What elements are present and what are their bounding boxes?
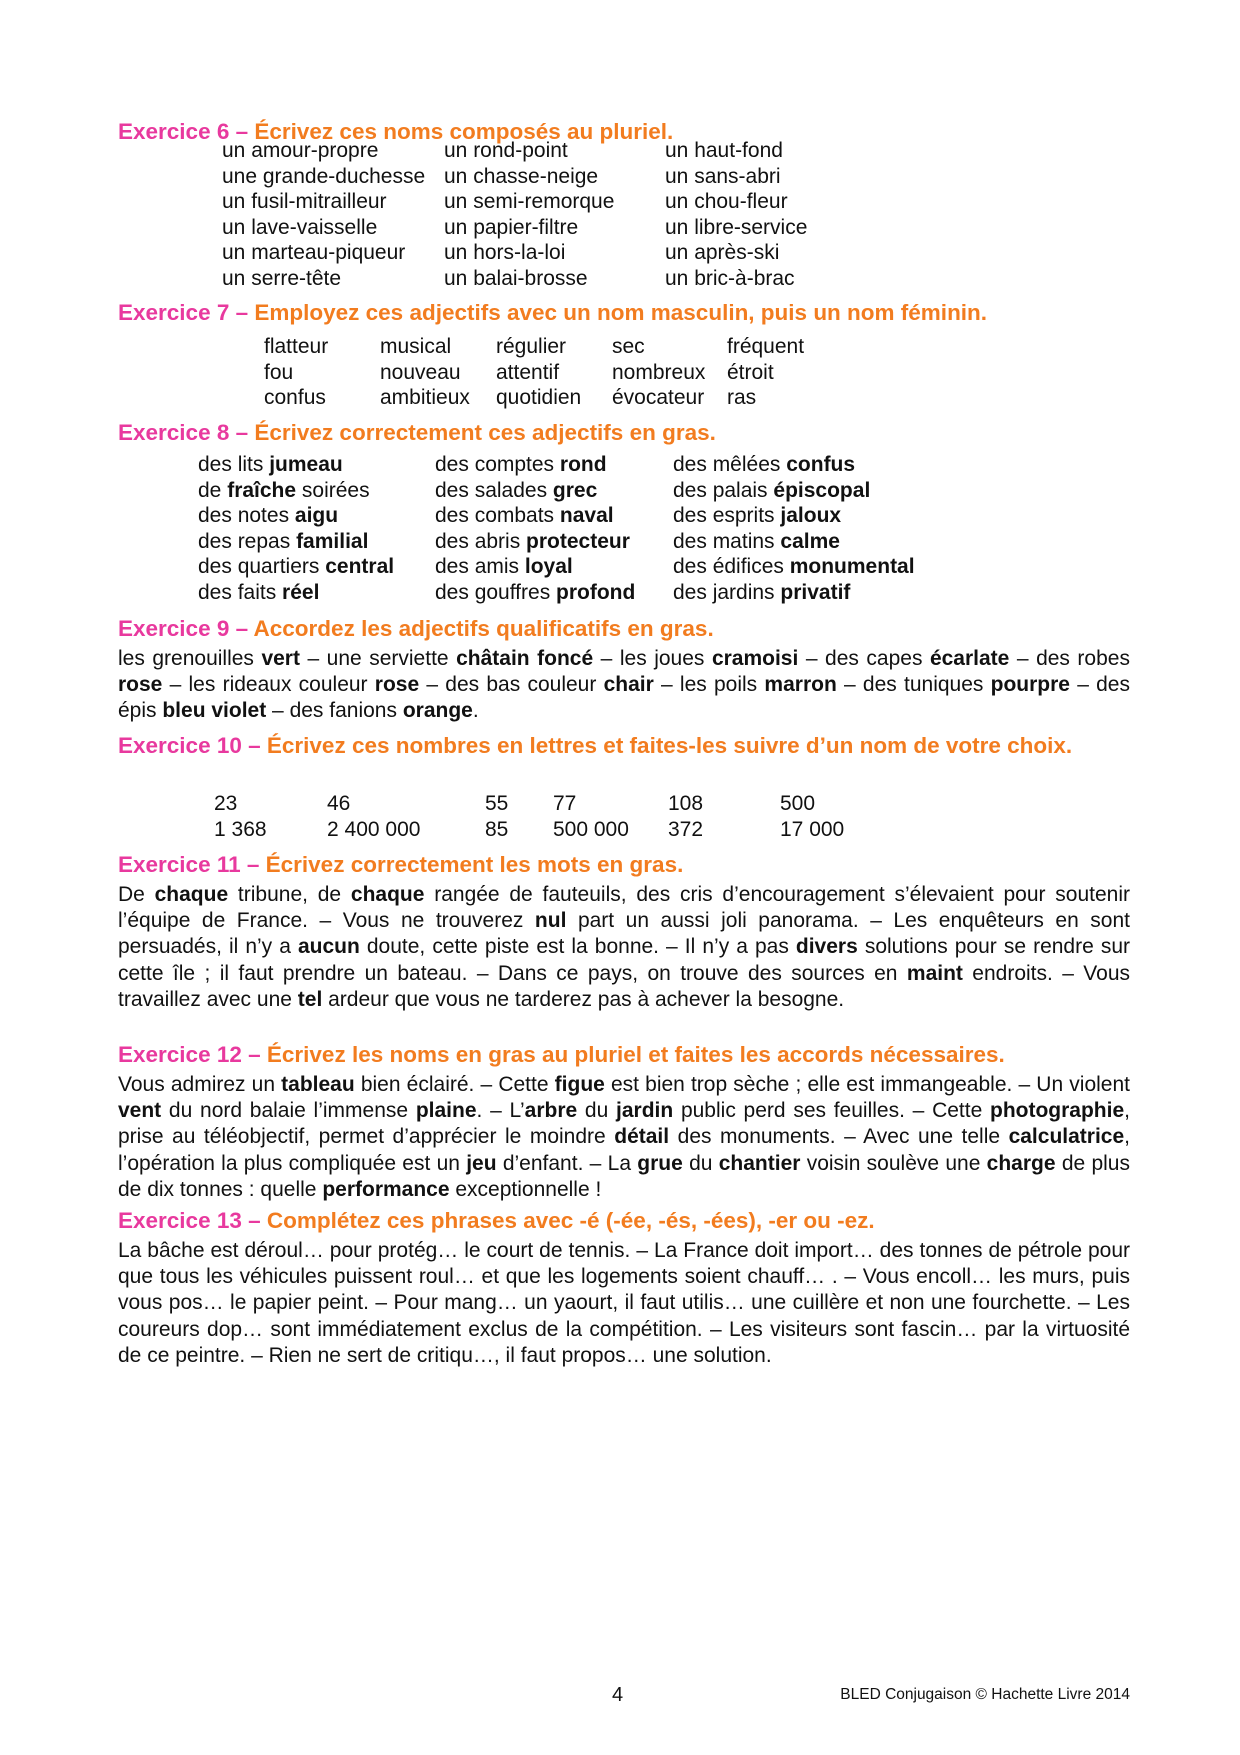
bold-adjective: profond	[556, 581, 636, 604]
ex6-item: un semi-remorque	[444, 190, 615, 214]
ex7-item: ambitieux	[380, 386, 470, 410]
ex10-item: 85	[485, 818, 509, 841]
ex10-item: 108	[668, 792, 704, 815]
ex6-item: un lave-vaisselle	[222, 215, 378, 239]
exercise-8-title: Exercice 8 – Écrivez correctement ces adjectifs en gras.	[118, 420, 716, 445]
item-text: des gouffres	[435, 581, 557, 604]
bold-adjective: protecteur	[526, 529, 630, 553]
exercise-11-title: Exercice 11 – Écrivez correctement les mots en gras.	[118, 852, 684, 877]
item-text: des combats	[435, 504, 560, 528]
ex10-item: 46	[327, 792, 351, 815]
exercise-12-text: Vous admirez un tableau bien éclairé. – Cette figue est bien trop sèche ; elle est immangeable. – Un violent vent du nord balaie l’immense plaine. – L’arbre du jardin public perd ses feuilles. – Cette photographie, prise au téléobjectif, permet d’apprécier le moindre détail des monuments. – Avec une telle calculatrice, l’opération la plus compliquée est un jeu d’enfant. – La grue du chantier voisin soulève une charge de plus de dix tonnes : quelle performance exceptionnelle !	[118, 1073, 1130, 1201]
ex6-item: un chou-fleur	[665, 190, 788, 214]
bold-adjective: rond	[559, 453, 607, 476]
ex7-item: flatteur	[264, 335, 329, 358]
bold-adjective: réel	[282, 581, 320, 604]
ex7-item: étroit	[727, 360, 774, 384]
ex7-item: attentif	[496, 360, 560, 384]
ex7-item: régulier	[496, 335, 567, 358]
ex10-item: 2 400 000	[327, 818, 421, 841]
bold-adjective: épiscopal	[773, 478, 871, 502]
exercise-9-title: Exercice 9 – Accordez les adjectifs qualificatifs en gras.	[118, 616, 714, 641]
bold-adjective: aigu	[294, 504, 339, 528]
ex8-item	[673, 578, 850, 607]
ex7-item: fréquent	[727, 335, 805, 358]
ex6-item: un libre-service	[665, 215, 808, 239]
bold-adjective: loyal	[524, 555, 573, 579]
ex10-item: 17 000	[780, 818, 845, 841]
item-text: des comptes	[435, 453, 560, 476]
item-text: des notes	[198, 504, 295, 528]
ex7-item: évocateur	[612, 386, 705, 410]
ex7-item: fou	[264, 360, 294, 384]
ex6-item: un sans-abri	[665, 164, 781, 188]
bold-adjective: privatif	[780, 581, 851, 604]
exercise-7-title: Exercice 7 – Employez ces adjectifs avec un nom masculin, puis un nom féminin.	[118, 300, 988, 325]
ex10-item: 500 000	[553, 818, 629, 841]
ex7-item: confus	[264, 386, 326, 410]
item-text: des mêlées	[673, 453, 787, 476]
ex6-item: un marteau-piqueur	[222, 241, 406, 265]
bold-adjective: jaloux	[780, 504, 842, 528]
ex8-item	[435, 578, 635, 607]
ex6-item: un serre-tête	[222, 267, 342, 290]
ex7-item: nombreux	[612, 360, 706, 384]
ex10-item: 1 368	[214, 818, 267, 841]
item-text: des édifices	[673, 555, 790, 579]
ex6-item: un balai-brosse	[444, 267, 588, 290]
ex6-item: un papier-filtre	[444, 215, 579, 239]
copyright: BLED Conjugaison © Hachette Livre 2014	[840, 1686, 1130, 1703]
exercise-13-title: Exercice 13 – Complétez ces phrases avec -é (-ée, -és, -ées), -er ou -ez.	[118, 1208, 875, 1233]
bold-adjective: calme	[780, 529, 840, 553]
item-text: des jardins	[673, 581, 781, 604]
item-text: des quartiers	[198, 555, 326, 579]
ex7-item: nouveau	[380, 360, 461, 384]
item-text: des faits	[198, 581, 283, 604]
page-number: 4	[612, 1684, 624, 1706]
ex6-item: un hors-la-loi	[444, 241, 566, 265]
ex6-item: un chasse-neige	[444, 164, 599, 188]
item-text: des repas	[198, 529, 297, 553]
item-text: des salades	[435, 478, 553, 502]
ex6-item: un amour-propre	[222, 139, 379, 162]
ex10-item: 55	[485, 792, 509, 815]
ex6-item: un haut-fond	[665, 139, 783, 162]
bold-adjective: jumeau	[269, 453, 343, 476]
bold-adjective: fraîche	[227, 478, 297, 502]
item-text: de	[198, 478, 228, 502]
bold-adjective: central	[325, 555, 395, 579]
ex6-item: un après-ski	[665, 241, 780, 265]
item-text: des esprits	[673, 504, 781, 528]
item-text: des lits	[198, 453, 270, 476]
bold-adjective: naval	[559, 504, 614, 528]
item-text: des amis	[435, 555, 525, 579]
bold-adjective: monumental	[789, 555, 915, 579]
ex6-item: un rond-point	[444, 139, 568, 162]
ex10-item: 23	[214, 792, 238, 815]
ex10-item: 372	[668, 818, 704, 841]
bold-adjective: familial	[296, 529, 369, 553]
bold-adjective: confus	[786, 453, 856, 476]
ex7-item: quotidien	[496, 386, 582, 410]
ex10-item: 77	[553, 792, 577, 815]
ex6-item: un fusil-mitrailleur	[222, 190, 387, 214]
exercise-10-title: Exercice 10 – Écrivez ces nombres en lettres et faites-les suivre d’un nom de votre choix.	[118, 733, 1073, 758]
exercise-9-text: les grenouilles vert – une serviette châtain foncé – les joues cramoisi – des capes écarlate – des robes rose – les rideaux couleur rose – des bas couleur chair – les poils marron – des tuniques pourpre – des épis bleu violet – des fanions orange.	[118, 647, 1130, 723]
ex10-item: 500	[780, 792, 816, 815]
ex6-item: un bric-à-brac	[665, 267, 795, 290]
ex7-item: sec	[612, 335, 645, 358]
ex7-item: musical	[380, 335, 452, 358]
bold-adjective: grec	[552, 478, 598, 502]
ex7-item: ras	[727, 386, 757, 410]
ex8-item	[198, 578, 319, 607]
item-text: des abris	[435, 529, 527, 553]
exercise-11-text: De chaque tribune, de chaque rangée de fauteuils, des cris d’encouragement s’élevaient pour soutenir l’équipe de France. – Vous ne trouverez nul part un aussi joli panorama. – Les enquêteurs en sont persuadés, il n’y a aucun doute, cette piste est la bonne. – Il n’y a pas divers solutions pour se rendre sur cette île ; il faut prendre un bateau. – Dans ce pays, on trouve des sources en maint endroits. – Vous travaillez avec une tel ardeur que vous ne tarderez pas à achever la besogne.	[118, 883, 1131, 1011]
exercise-12-title: Exercice 12 – Écrivez les noms en gras au pluriel et faites les accords nécessaires.	[118, 1042, 1005, 1067]
item-text: soirées	[296, 478, 370, 502]
item-text: des matins	[673, 529, 781, 553]
ex6-item: une grande-duchesse	[222, 164, 426, 188]
exercise-13-text: La bâche est déroul… pour protég… le court de tennis. – La France doit import… des tonnes de pétrole pour que tous les véhicules puissent roul… et que les logements soient chauff… . – Vous encoll… les murs, puis vous pos… le papier peint. – Pour mang… un yaourt, il faut utilis… une cuillère et non une fourchette. – Les coureurs dop… sont immédiatement exclus de la compétition. – Les visiteurs sont fascin… par la virtuosité de ce peintre. – Rien ne sert de critiqu…, il faut propos… une solution.	[118, 1239, 1130, 1367]
exercise-6-title: Exercice 6 – Écrivez ces noms composés au pluriel.	[118, 119, 674, 144]
item-text: des palais	[673, 478, 774, 502]
